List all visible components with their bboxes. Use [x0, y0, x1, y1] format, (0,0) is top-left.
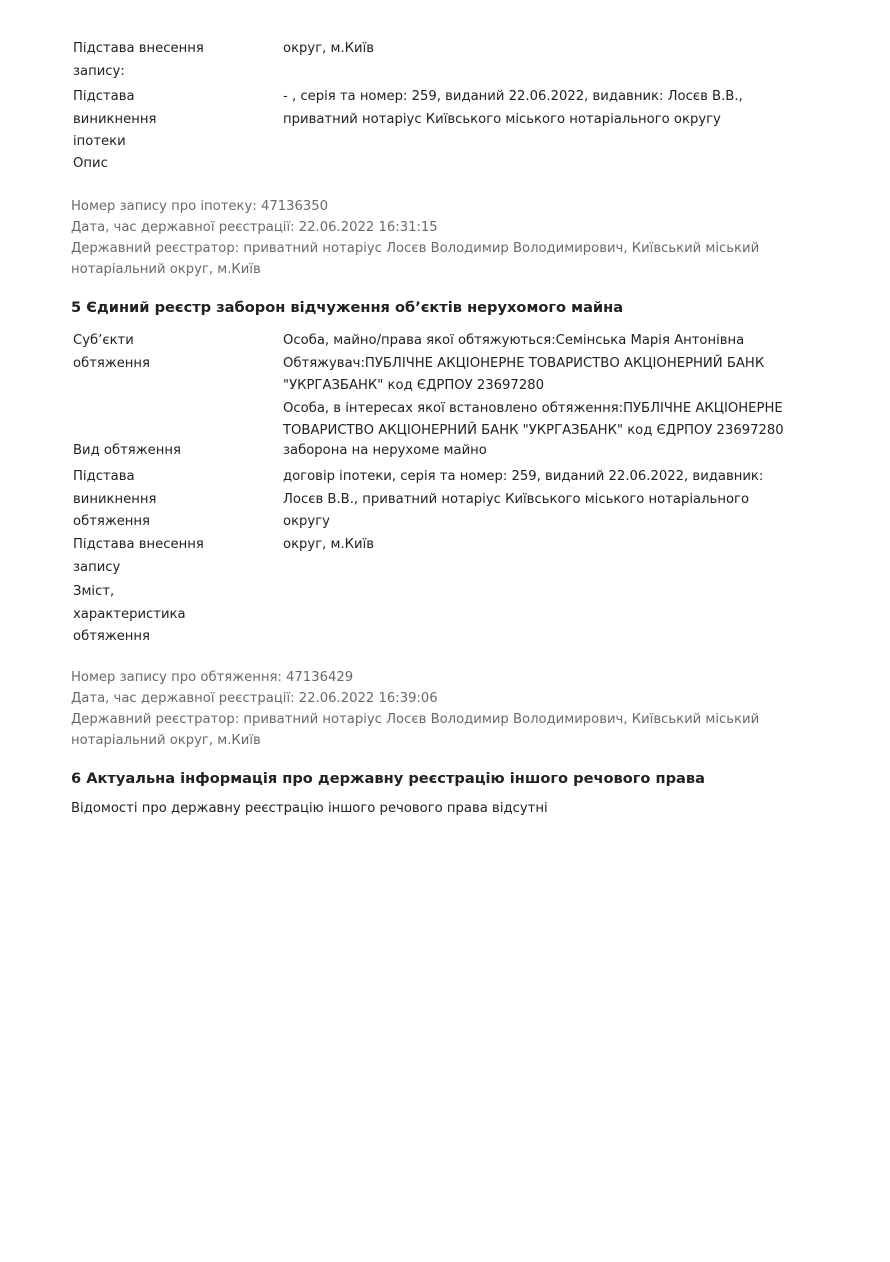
- field-value: Особа, майно/права якої обтяжуються:Семінська Марія Антонівна Обтяжувач:ПУБЛІЧНЕ АКЦІОНЕРНЕ ТОВАРИСТВО АКЦІОНЕРНИЙ БАНК "УКРГАЗБАНК" код ЄДРПОУ 23697280 Особа, в інтересах якої встановлено обтяження:ПУБЛІЧНЕ АКЦІОНЕРНЕ ТОВАРИСТВО АКЦІОНЕРНИЙ БАНК "УКРГАЗБАНК" код ЄДРПОУ 23697280: [283, 333, 784, 438]
- encumbrance-record-meta: [71, 667, 831, 751]
- field-value: округ, м.Київ: [283, 537, 375, 552]
- field-label: Зміст, характеристика обтяження: [73, 584, 186, 644]
- state-registrar: Державний реєстратор: приватний нотаріус Лосєв Володимир Володимирович, Київський міський нотаріальний округ, м.Київ: [71, 712, 760, 748]
- field-label: Підстава внесення запису: [73, 537, 204, 575]
- record-number: Номер запису про іпотеку: 47136350: [71, 199, 329, 214]
- field-label: Суб’єкти обтяження: [73, 333, 150, 371]
- section-6-text: Відомості про державну реєстрацію іншого речового права відсутні: [71, 801, 548, 816]
- state-registrar: Державний реєстратор: приватний нотаріус Лосєв Володимир Володимирович, Київський міський нотаріальний округ, м.Київ: [71, 241, 760, 277]
- section-6-title: 6 Актуальна інформація про державну реєстрацію іншого речового права: [71, 770, 705, 787]
- field-value: заборона на нерухоме майно: [283, 443, 487, 458]
- field-label: Підстава виникнення обтяження: [73, 469, 157, 529]
- field-label: Вид обтяження: [73, 443, 181, 458]
- field-value: - , серія та номер: 259, виданий 22.06.2022, видавник: Лосєв В.В., приватний нотаріус Київського міського нотаріального округу: [283, 89, 743, 127]
- field-value: договір іпотеки, серія та номер: 259, виданий 22.06.2022, видавник: Лосєв В.В., приватний нотаріус Київського міського нотаріального округу: [283, 469, 764, 529]
- section-5-title: 5 Єдиний реєстр заборон відчуження об’єктів нерухомого майна: [71, 299, 624, 316]
- field-label: Підстава внесення запису:: [73, 41, 204, 79]
- field-value: округ, м.Київ: [283, 41, 375, 56]
- mortgage-record-meta: [71, 196, 831, 280]
- registration-datetime: Дата, час державної реєстрації: 22.06.2022 16:31:15: [71, 220, 438, 235]
- field-label: Підстава виникнення іпотеки: [73, 89, 157, 149]
- record-number: Номер запису про обтяження: 47136429: [71, 670, 354, 685]
- registration-datetime: Дата, час державної реєстрації: 22.06.2022 16:39:06: [71, 691, 438, 706]
- field-label: Опис: [73, 156, 108, 171]
